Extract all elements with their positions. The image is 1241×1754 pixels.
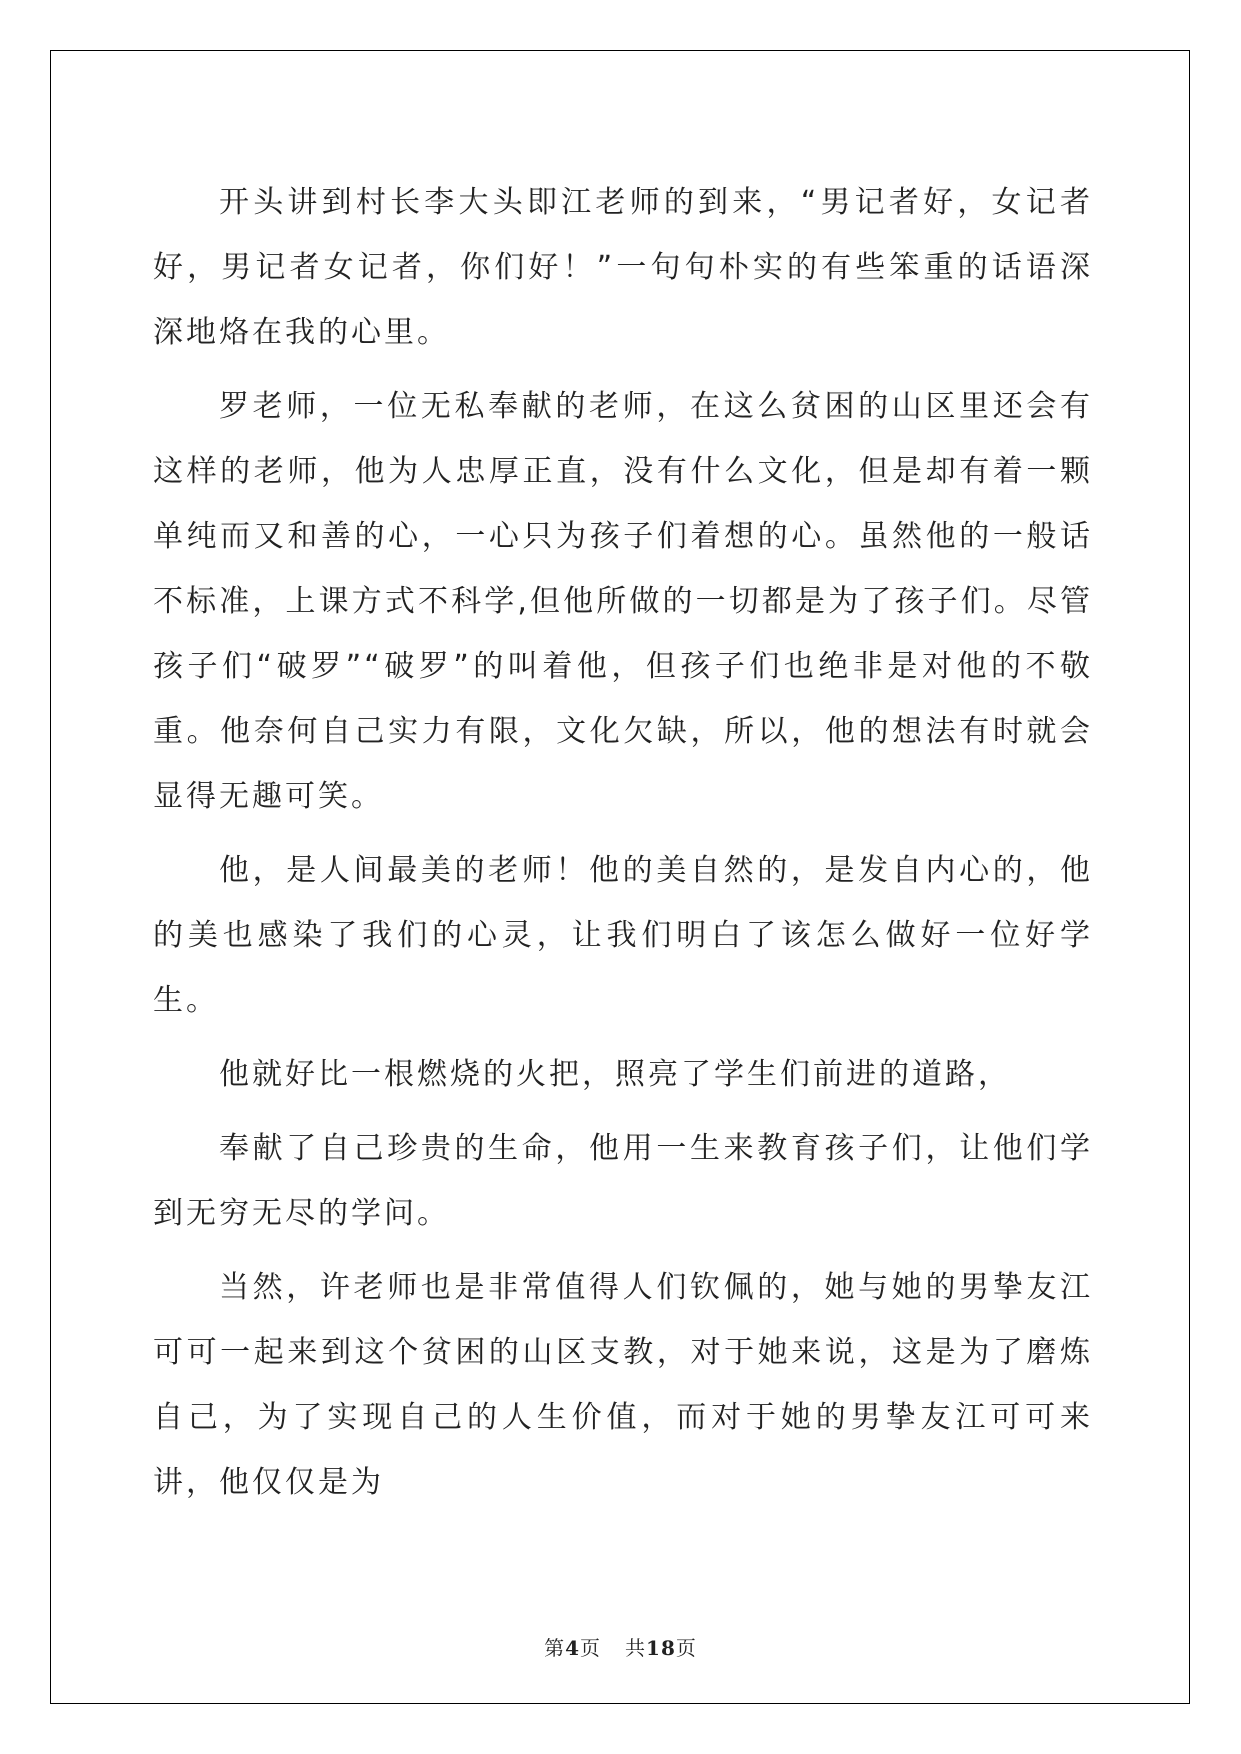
paragraph: 罗老师，一位无私奉献的老师，在这么贫困的山区里还会有这样的老师，他为人忠厚正直，没有什么文化，但是却有着一颗单纯而又和善的心，一心只为孩子们着想的心。虽然他的一般话不标准，上课方式不科学,但他所做的一切都是为了孩子们。尽管孩子们“破罗”“破罗”的叫着他，但孩子们也绝非是对他的不敬重。他奈何自己实力有限，文化欠缺，所以，他的想法有时就会显得无趣可笑。 [153, 389, 1093, 814]
paragraph: 开头讲到村长李大头即江老师的到来，“男记者好，女记者好，男记者女记者，你们好！”一句句朴实的有些笨重的话语深深地烙在我的心里。 [153, 185, 1093, 350]
page-label: 第4页 [544, 1636, 602, 1660]
page-number: 4 [565, 1636, 581, 1660]
total-pages-label: 共18页 [625, 1636, 697, 1660]
paragraph: 他就好比一根燃烧的火把，照亮了学生们前进的道路， [219, 1057, 1011, 1092]
total-pages: 18 [646, 1636, 676, 1660]
document-body [153, 170, 1093, 1524]
page-footer [0, 1632, 1241, 1661]
paragraph: 他，是人间最美的老师！他的美自然的，是发自内心的，他的美也感染了我们的心灵，让我们明白了该怎么做好一位好学生。 [153, 853, 1093, 1018]
paragraph: 当然，许老师也是非常值得人们钦佩的，她与她的男挚友江可可一起来到这个贫困的山区支教，对于她来说，这是为了磨炼自己，为了实现自己的人生价值，而对于她的男挚友江可可来讲，他仅仅是为 [153, 1270, 1093, 1500]
paragraph: 奉献了自己珍贵的生命，他用一生来教育孩子们，让他们学到无穷无尽的学问。 [153, 1131, 1093, 1231]
